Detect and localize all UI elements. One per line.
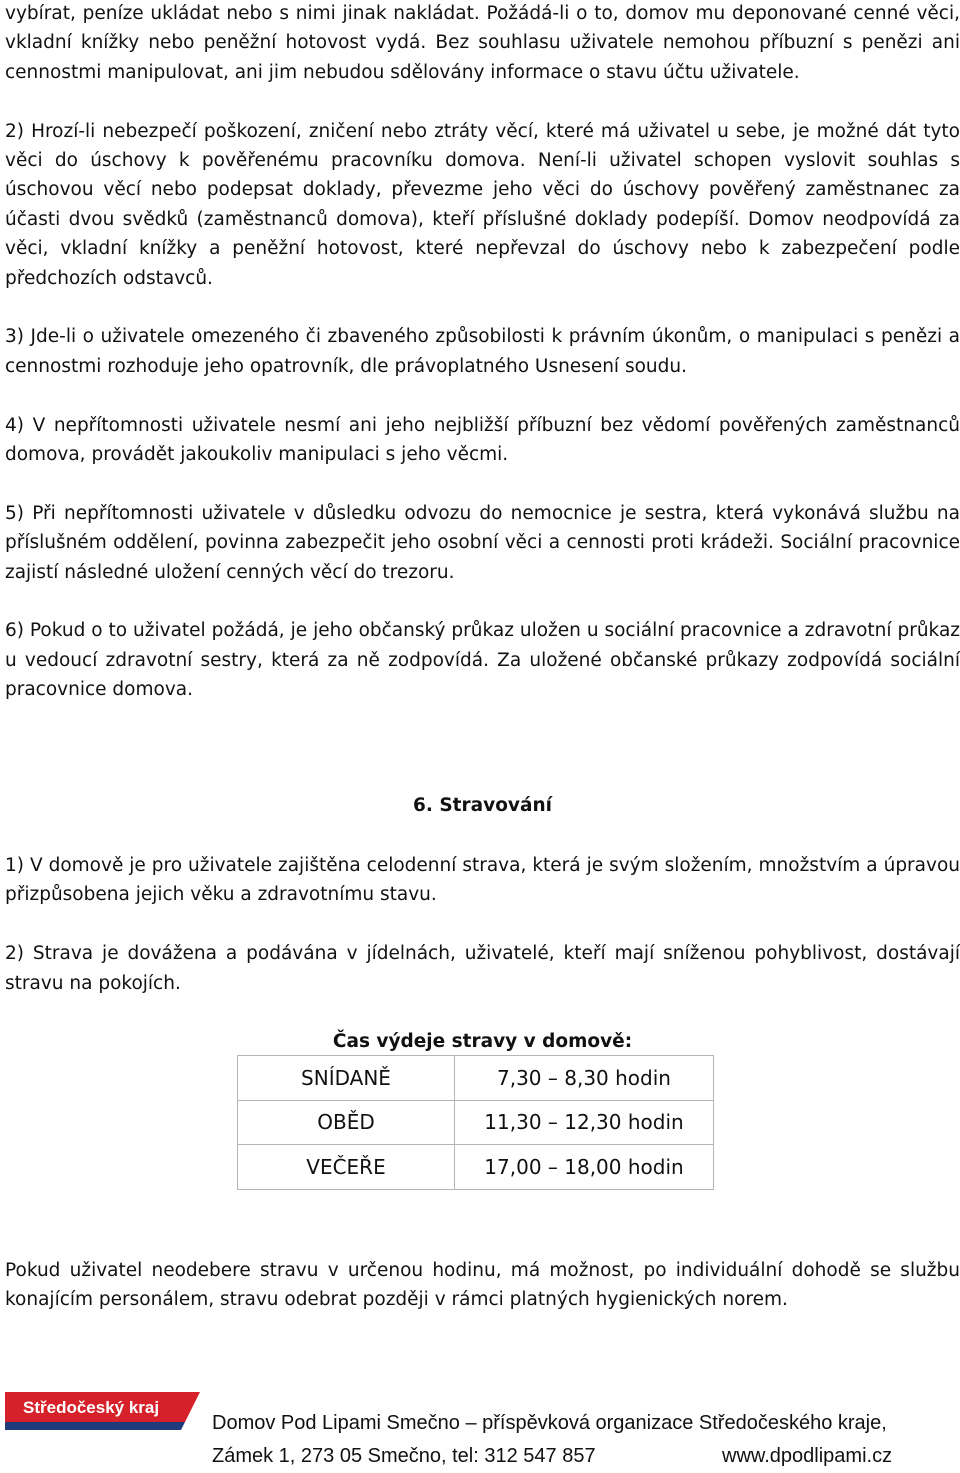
meal-table-title: Čas výdeje stravy v domově: bbox=[332, 1031, 633, 1052]
paragraph-6: 6) Pokud o to uživatel požádá, je jeho občanský průkaz uložen u sociální pracovnice a zdravotní průkaz u vedoucí zdravotní sestry, která za ně zodpovídá. Za uložené občanské průkazy zodpovídá sociální pracovnice domova. bbox=[5, 620, 960, 701]
meal-name: OBĚD bbox=[238, 1100, 455, 1145]
logo-text: Středočeský kraj bbox=[23, 1398, 160, 1417]
meal-time: 17,00 – 18,00 hodin bbox=[455, 1145, 714, 1190]
table-row bbox=[238, 1100, 714, 1145]
meal-time: 7,30 – 8,30 hodin bbox=[455, 1056, 714, 1101]
meal-time: 11,30 – 12,30 hodin bbox=[455, 1100, 714, 1145]
meal-times-table bbox=[237, 1055, 714, 1190]
table-row bbox=[238, 1145, 714, 1190]
section-paragraph-1: 1) V domově je pro uživatele zajištěna celodenní strava, která je svým složením, množstvím a úpravou přizpůsobena jejich věku a zdravotnímu stavu. bbox=[5, 855, 960, 906]
footer-address: Zámek 1, 273 05 Smečno, tel: 312 547 857 bbox=[212, 1445, 596, 1467]
stredocesky-kraj-logo bbox=[5, 1392, 200, 1432]
paragraph-intro: vybírat, peníze ukládat nebo s nimi jinak nakládat. Požádá-li o to, domov mu deponované cenné věci, vkladní knížky nebo peněžní hotovost vydá. Bez souhlasu uživatele nemohou příbuzní s penězi ani cennostmi manipulovat, ani jim nebudou sdělovány informace o stavu účtu uživatele. bbox=[5, 3, 960, 83]
footer-website-link[interactable]: www.dpodlipami.cz bbox=[722, 1445, 893, 1467]
section-paragraph-2: 2) Strava je dovážena a podávána v jídelnách, uživatelé, kteří mají sníženou pohyblivost, dostávají stravu na pokojích. bbox=[5, 943, 960, 994]
paragraph-2: 2) Hrozí-li nebezpečí poškození, zničení nebo ztráty věcí, které má uživatel u sebe, je možné dát tyto věci do úschovy k pověřenému pracovníku domova. Není-li uživatel schopen vyslovit souhlas s úschovou věcí nebo podepsat doklady, převezme jeho věci do úschovy pověřený zaměstnanec za účasti dvou svědků (zaměstnanců domova), kteří příslušné doklady podepíší. Domov neodpovídá za věci, vkladní knížky a peněžní hotovost, které nepřevzal do úschovy nebo k zabezpečení podle předchozích odstavců. bbox=[5, 120, 960, 289]
section-heading: 6. Stravování bbox=[413, 795, 552, 816]
table-row bbox=[238, 1056, 714, 1101]
meal-name: SNÍDANĚ bbox=[238, 1056, 455, 1101]
paragraph-4: 4) V nepřítomnosti uživatele nesmí ani jeho nejbližší příbuzní bez vědomí pověřených zaměstnanců domova, provádět jakoukoliv manipulaci s jeho věcmi. bbox=[5, 414, 960, 466]
footer bbox=[212, 1407, 912, 1473]
meal-name: VEČEŘE bbox=[238, 1145, 455, 1190]
paragraph-5: 5) Při nepřítomnosti uživatele v důsledku odvozu do nemocnice je sestra, která vykonává službu na příslušném oddělení, povinna zabezpečit jeho osobní věci a cennosti proti krádeži. Sociální pracovnice zajistí následné uložení cenných věcí do trezoru. bbox=[5, 502, 960, 583]
footer-organization: Domov Pod Lipami Smečno – příspěvková organizace Středočeského kraje, bbox=[212, 1412, 887, 1434]
closing-paragraph: Pokud uživatel neodebere stravu v určenou hodinu, má možnost, po individuální dohodě se službu konajícím personálem, stravu odebrat později v rámci platných hygienických norem. bbox=[5, 1260, 960, 1311]
paragraph-3: 3) Jde-li o uživatele omezeného či zbaveného způsobilosti k právním úkonům, o manipulaci s penězi a cennostmi rozhoduje jeho opatrovník, dle právoplatného Usnesení soudu. bbox=[5, 326, 960, 377]
